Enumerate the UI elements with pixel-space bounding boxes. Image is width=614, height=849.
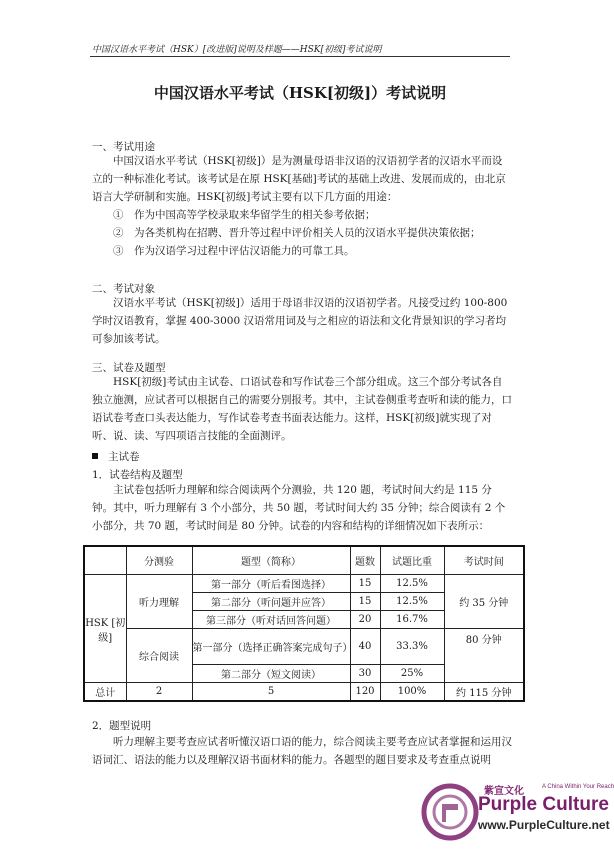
table-row [84,575,524,593]
table-cell: 16.7% [380,611,444,629]
watermark-url: www.PurpleCulture.net [478,818,610,832]
table-cell: 40 [350,629,380,665]
main-paper-paragraph: 主试卷包括听力理解和综合阅读两个分测验，共 120 题，考试时间大约是 115 分钟。其中，听力理解有 3 个小部分，共 50 题，考试时间大约 35 分钟；综合阅读有 2 个小部分，共 70 题，考试时间是 80 分钟。试卷的内容和结构的详细情况如下表所示： [92,484,506,532]
time-reading: 80 分钟 [444,629,524,683]
table-cell: 30 [350,665,380,683]
purpose-item-3: ③ 作为汉语学习过程中评估汉语能力的可靠工具。 [113,245,355,257]
table-cell: 约 115 分钟 [444,683,524,702]
table-cell: 100% [380,683,444,702]
table-cell: 20 [350,611,380,629]
table-cell: 12.5% [380,593,444,611]
page-title: 中国汉语水平考试（HSK[初级]）考试说明 [153,84,447,102]
running-header: 中国汉语水平考试（HSK）[改进版]说明及样题——HSK[初级]考试说明 [92,45,382,55]
subtest-listening: 听力理解 [126,575,192,629]
time-listening: 约 35 分钟 [444,575,524,629]
table-cell: 12.5% [380,575,444,593]
main-paper-heading: 主试卷 [92,449,140,464]
table-cell: 33.3% [380,629,444,665]
table-cell: 第三部分（听对话回答问题） [192,611,350,629]
section-paragraph-papers: HSK[初级]考试由主试卷、口语试卷和写作试卷三个部分组成。这三个部分考试各自独立施测，应试者可以根据自己的需要分别报考。其中，主试卷侧重考查听和读的能力，口语试卷考查口头表达能力，写作试卷考查书面表达能力。这样，HSK[初级]就实现了对听、说、读、写四项语言技能的全面测评。 [92,376,512,442]
section-heading-purpose: 一、考试用途 [92,141,155,153]
table-cell: 总计 [84,683,126,702]
table-cell: 第一部分（听后看图选择） [192,575,350,593]
watermark-cn: 紫宣文化 [484,786,524,797]
table-header: 题型（简称） [192,546,350,575]
table-row [84,629,524,665]
table-header-row [84,546,524,575]
purpose-item-2: ② 为各类机构在招聘、晋升等过程中评价相关人员的汉语水平提供决策依据； [113,227,481,239]
exam-structure-table [83,545,525,702]
section-paragraph-audience: 汉语水平考试（HSK[初级]）适用于母语非汉语的汉语初学者。凡接受过约 100-800 学时汉语教育，掌握 400-3000 汉语常用词及与之相应的语法和文化背景知识的学习者均可参加该考试。 [92,297,508,345]
section-heading-papers: 三、试卷及题型 [92,362,166,374]
purpose-item-1: ① 作为中国高等学校录取来华留学生的相关参考依据； [113,209,376,221]
section-heading-audience: 二、考试对象 [92,283,155,295]
subsection-heading-types: 2．题型说明 [92,720,152,732]
subsection-heading-structure: 1．试卷结构及题型 [92,469,183,481]
table-cell: 5 [192,683,350,702]
watermark-brand: Purple Culture [478,794,609,815]
types-paragraph: 听力理解主要考查应试者听懂汉语口语的能力，综合阅读主要考查应试者掌握和运用汉语词汇、语法的能力以及理解汉语书面材料的能力。各题型的题目要求及考查重点说明 [92,736,512,766]
section-paragraph-purpose: 中国汉语水平考试（HSK[初级]）是为测量母语非汉语的汉语初学者的汉语水平而设立的一种标准化考试。该考试是在原 HSK[基础]考试的基础上改进、发展而成的，由北京语言大学研制和实施。HSK[初级]考试主要有以下几方面的用途： [92,155,506,203]
table-cell: 第二部分（短文阅读） [192,665,350,683]
table-header: 分测验 [126,546,192,575]
table-cell: 120 [350,683,380,702]
table-cell: 15 [350,593,380,611]
table-header: 考试时间 [444,546,524,575]
table-header: 题数 [350,546,380,575]
square-bullet-icon [92,453,98,459]
table-cell: 15 [350,575,380,593]
row-label-hsk: HSK [初级] [84,575,126,683]
purple-culture-logo-icon [420,782,480,842]
table-header: 试题比重 [380,546,444,575]
table-cell: 第二部分（听问题并应答） [192,593,350,611]
table-total-row [84,683,524,702]
header-rule [90,56,510,57]
table-cell: 25% [380,665,444,683]
table-cell: 2 [126,683,192,702]
table-cell: 第一部分（选择正确答案完成句子） [192,629,350,665]
subtest-reading: 综合阅读 [126,629,192,683]
watermark-tagline: A China Within Your Reach [542,784,614,790]
